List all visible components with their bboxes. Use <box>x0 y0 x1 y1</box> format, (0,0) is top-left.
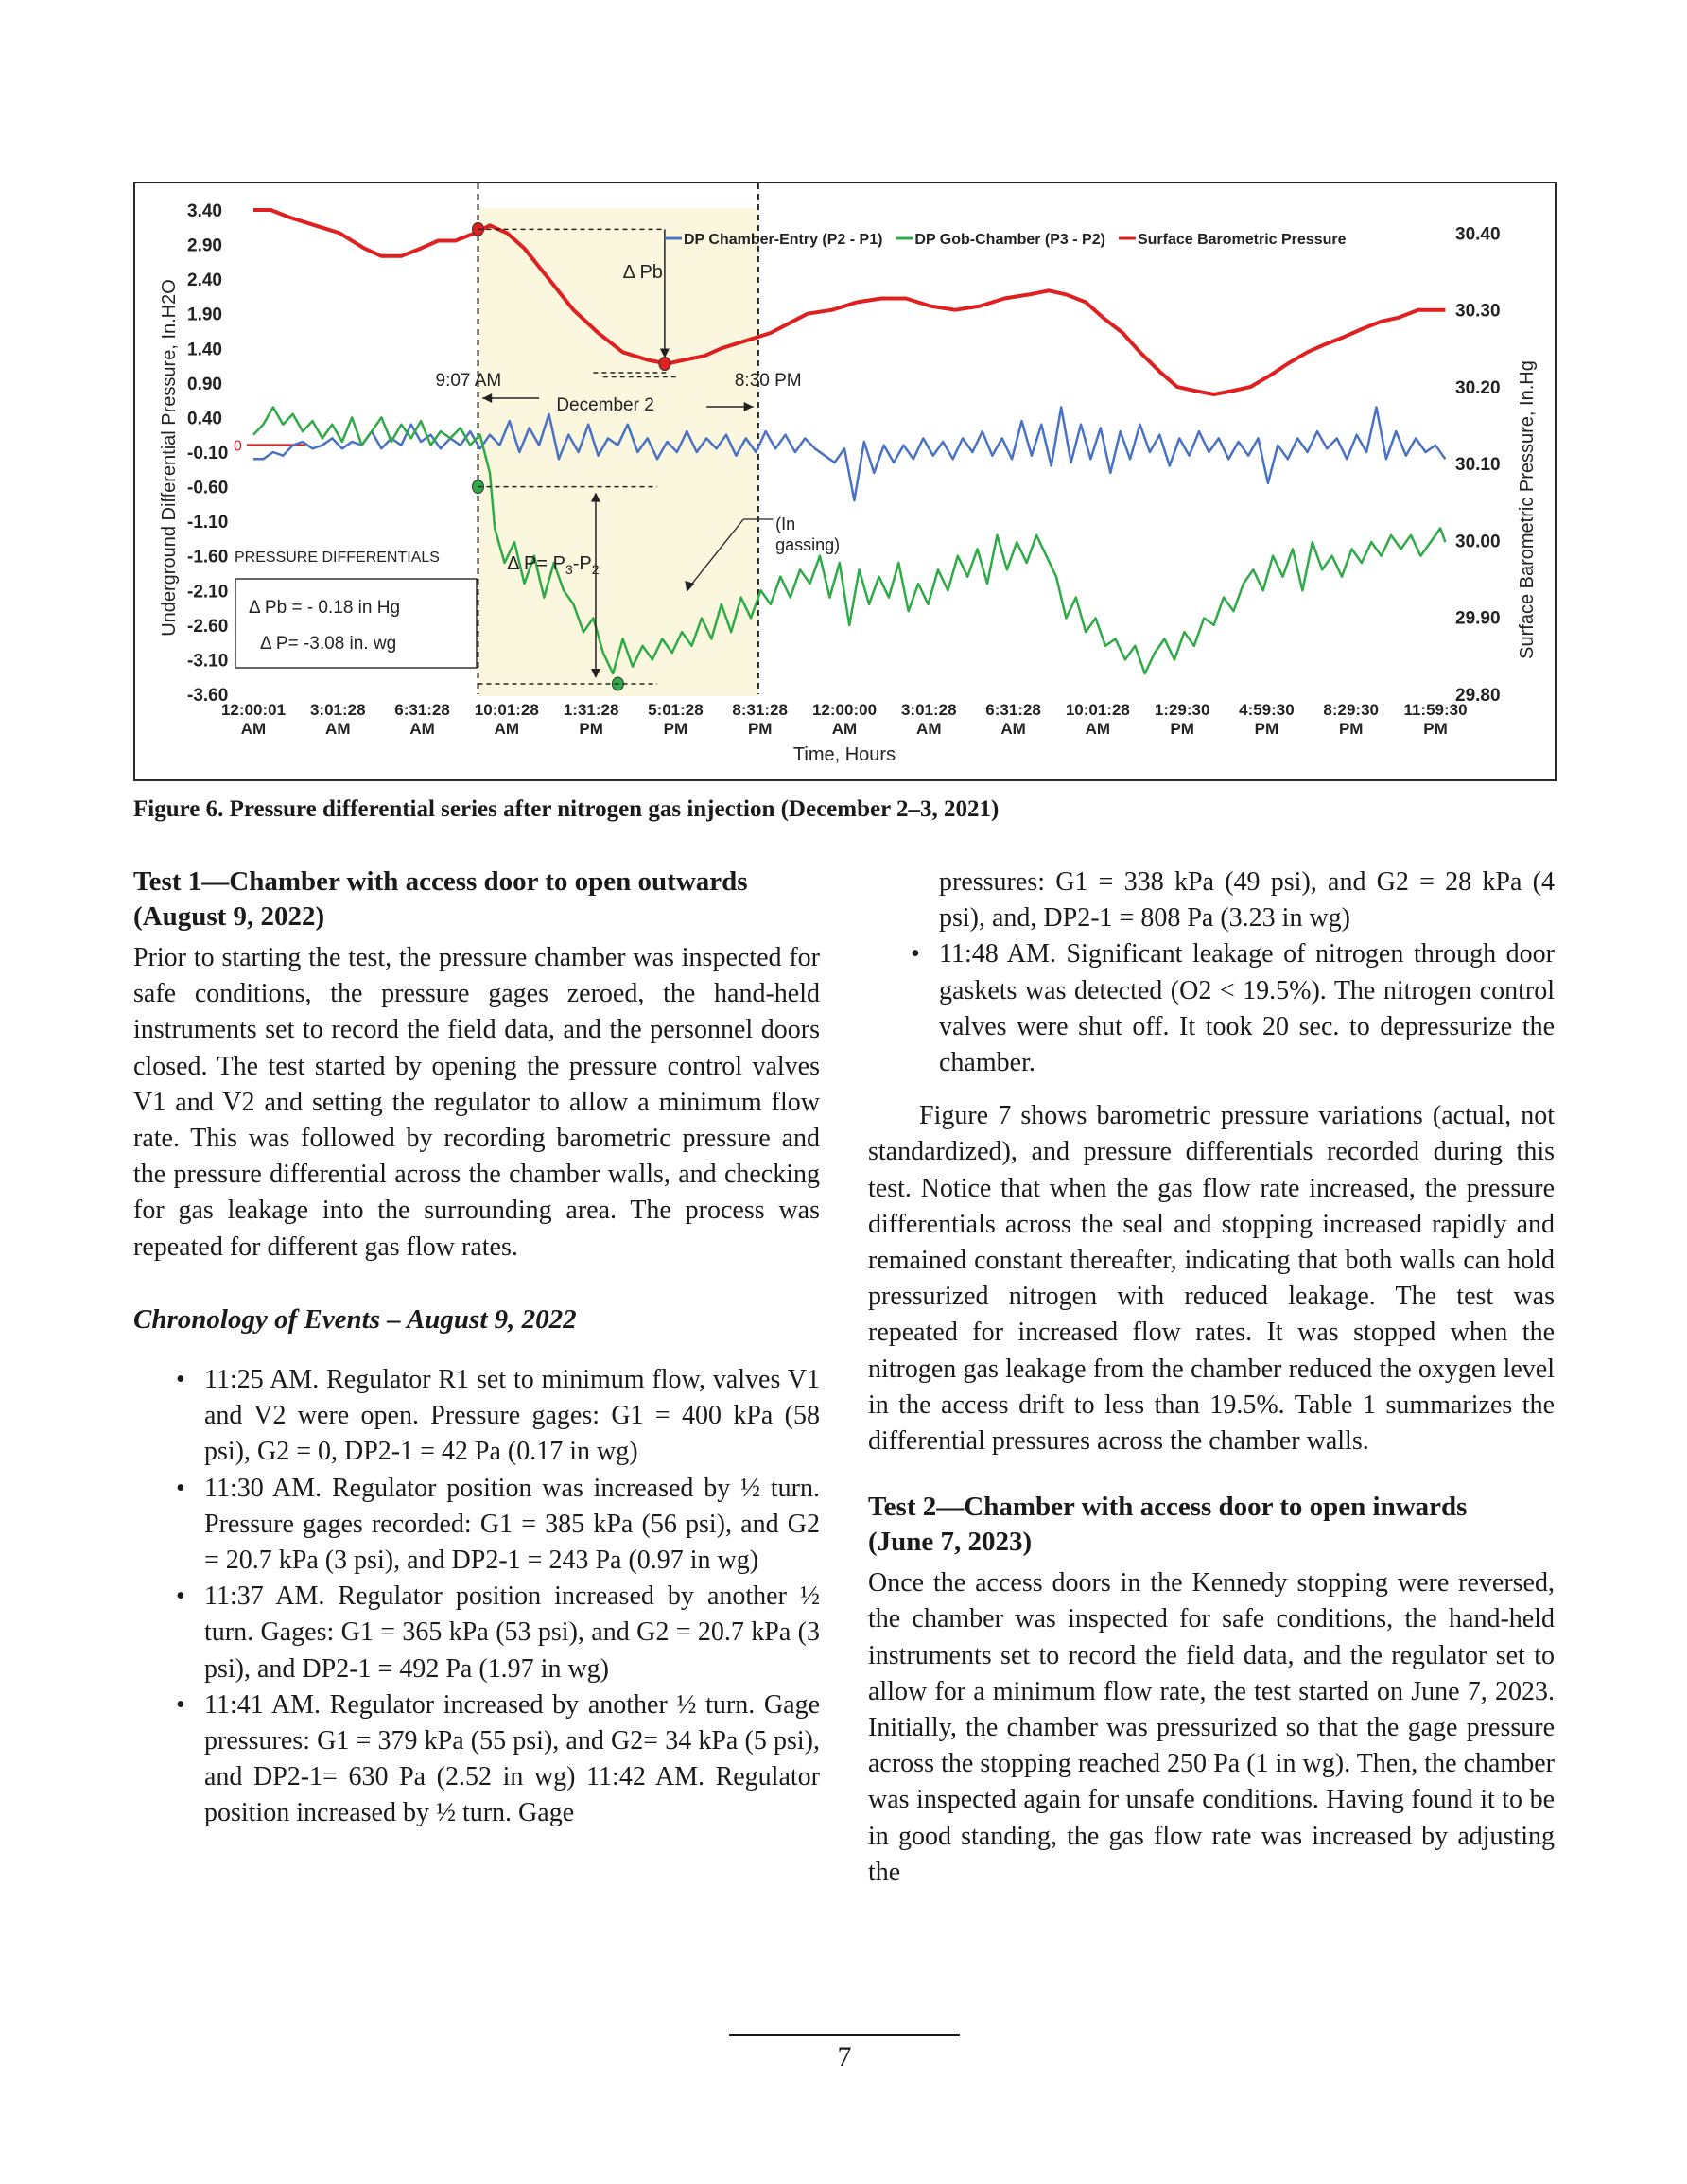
test2-heading-line2: (June 7, 2023) <box>868 1527 1033 1558</box>
test2-paragraph: Once the access doors in the Kennedy stopping were reversed, the chamber was inspected for safe conditions, the hand-held instruments set to record the field data, and the regulator set to allow for a minimum flow rate, the test started on June 7, 2023. Initially, the chamber was pressurized so that the gage pressure across the stopping reached 250 Pa (1 in wg). Then, the chamber was inspected again for unsafe conditions. Having found it to be in good standing, the gas flow rate was increased by adjusting the <box>868 1568 1555 1887</box>
x-tick-label: 6:31:28 <box>394 701 450 719</box>
test2-heading-line1: Test 2—Chamber with access door to open inwards <box>868 1492 1468 1523</box>
x-tick-ampm: PM <box>1338 720 1364 738</box>
x-tick-ampm: AM <box>1000 720 1026 738</box>
period-label: December 2 <box>556 395 654 415</box>
y-right-tick-label: 29.80 <box>1455 686 1501 706</box>
x-tick-label: 5:01:28 <box>648 701 704 719</box>
x-tick-ampm: PM <box>1423 720 1448 738</box>
y-left-tick-label: -2.60 <box>187 616 229 637</box>
chronology-heading: Chronology of Events – August 9, 2022 <box>133 1303 577 1335</box>
y-right-tick-label: 30.30 <box>1455 301 1501 322</box>
test1-intro-paragraph: Prior to starting the test, the pressure chamber was inspected for safe conditions, the pressure gages zeroed, the hand-held instruments set to record the field data, and the personnel doors closed. The test started by opening the pressure control valves V1 and V2 and setting the regulator to allow a minimum flow rate. This was followed by recording barometric pressure and the pressure differential across the chamber walls, and checking for gas leakage into the surrounding area. The process was repeated for different gas flow rates. <box>133 943 820 1262</box>
x-tick-ampm: AM <box>1085 720 1111 738</box>
list-item: • 11:37 AM. Regulator position increased by another ½ turn. Gages: G1 = 365 kPa (53 psi), and G2 = 20.7 kPa (3 psi), and DP2-1 = 492 Pa (1.97 in wg) <box>204 1579 820 1687</box>
chronology-list-continued <box>868 865 1555 1081</box>
x-tick-ampm: PM <box>1254 720 1279 738</box>
box-line-1: Δ Pb = - 0.18 in Hg <box>249 598 401 618</box>
x-tick-ampm: AM <box>916 720 942 738</box>
x-tick-label: 1:31:28 <box>563 701 619 719</box>
delta-p-label-part: 2 <box>591 562 600 577</box>
x-tick-label: 12:00:01 <box>220 701 287 719</box>
test2-heading <box>868 1490 1555 1560</box>
x-tick-ampm: PM <box>747 720 773 738</box>
x-tick-ampm: PM <box>663 720 688 738</box>
y-left-tick-label: -3.60 <box>187 686 229 706</box>
in-gassing-label-2: gassing) <box>775 535 841 554</box>
x-tick-label: 3:01:28 <box>900 701 957 719</box>
x-tick-ampm: AM <box>494 720 520 738</box>
list-item: • 11:41 AM. Regulator increased by another ½ turn. Gage pressures: G1 = 379 kPa (55 psi), and G2= 34 kPa (5 psi), and DP2-1= 630 Pa (2.52 in wg) 11:42 AM. Regulator position increased by ½ turn. Gage <box>204 1687 820 1832</box>
y-left-tick-label: -3.10 <box>187 651 229 672</box>
footer-rule <box>729 2034 960 2036</box>
end-time-label: 8:30 PM <box>734 371 802 391</box>
y-left-tick-label: -1.60 <box>187 547 229 568</box>
delta-pb-label: Δ Pb <box>622 262 663 283</box>
x-tick-label: 8:31:28 <box>732 701 789 719</box>
x-tick-label: 12:00:00 <box>811 701 878 719</box>
test1-heading-line2: (August 9, 2022) <box>133 901 325 932</box>
test1-heading <box>133 865 820 935</box>
box-title: PRESSURE DIFFERENTIALS <box>235 550 440 566</box>
y-right-axis-label: Surface Barometric Pressure, In.Hg <box>1517 360 1538 659</box>
x-axis-label: Time, Hours <box>792 744 896 765</box>
y-left-tick-label: 0.90 <box>187 374 222 394</box>
x-tick-ampm: AM <box>409 720 435 738</box>
right-column <box>868 865 1555 1891</box>
y-right-tick-label: 29.90 <box>1455 608 1501 629</box>
y-right-tick-label: 30.20 <box>1455 377 1501 398</box>
list-item: • 11:48 AM. Significant leakage of nitrogen through door gaskets was detected (O2 < 19.5%). The nitrogen control valves were shut off. It took 20 sec. to depressurize the chamber. <box>939 936 1555 1081</box>
legend-entry: DP Chamber-Entry (P2 - P1) <box>684 232 883 248</box>
x-tick-label: 10:01:28 <box>474 701 539 719</box>
figure-6-chart <box>133 182 1557 781</box>
y-left-tick-label: 1.90 <box>187 305 222 325</box>
y-right-tick-label: 30.00 <box>1455 532 1501 552</box>
y-left-axis-label: Underground Differential Pressure, In.H2O <box>159 279 180 637</box>
y-right-tick-label: 30.40 <box>1455 224 1501 245</box>
y-left-tick-label: -2.10 <box>187 582 229 603</box>
y-right-tick-label: 30.10 <box>1455 455 1501 476</box>
delta-p-label-part: 3 <box>565 562 573 577</box>
zero-label: 0 <box>234 438 242 455</box>
figure7-paragraph: Figure 7 shows barometric pressure variations (actual, not standardized), and pressure differentials recorded during this test. Notice that when the gas flow rate increased, the pressure differentials across the seal and stopping increased rapidly and remained constant thereafter, indicating that both walls can hold pressurized nitrogen with reduced leakage. The test was repeated for increased flow rates. It was stopped when the nitrogen gas leakage from the chamber reduced the oxygen level in the access drift to less than 19.5%. Table 1 summarizes the differential pressures across the chamber walls. <box>868 1101 1555 1457</box>
page-number: 7 <box>837 2041 852 2072</box>
chart-svg <box>135 183 1555 779</box>
x-tick-ampm: AM <box>240 720 267 738</box>
y-left-tick-label: -0.60 <box>187 478 229 498</box>
in-gassing-label-1: (In <box>775 515 796 533</box>
x-tick-label: 8:29:30 <box>1323 701 1380 719</box>
delta-p-label-part: -P <box>572 553 592 574</box>
start-time-label: 9:07 AM <box>435 371 502 391</box>
x-tick-label: 4:59:30 <box>1239 701 1295 719</box>
chronology-list <box>133 1362 820 1832</box>
x-tick-label: 10:01:28 <box>1065 701 1130 719</box>
delta-p-label-part: Δ P= P <box>507 553 565 574</box>
x-tick-label: 1:29:30 <box>1154 701 1210 719</box>
delta-p-label <box>507 553 600 577</box>
test1-heading-line1: Test 1—Chamber with access door to open outwards <box>133 866 748 897</box>
figure-caption: Figure 6. Pressure differential series after nitrogen gas injection (December 2–3, 2021) <box>133 796 1000 822</box>
x-tick-label: 6:31:28 <box>985 701 1041 719</box>
series-line-chamber-entry <box>253 408 1445 501</box>
x-tick-ampm: AM <box>325 720 351 738</box>
y-left-tick-label: -1.10 <box>187 513 229 533</box>
y-left-tick-label: 0.40 <box>187 409 222 429</box>
pressure-differentials-box <box>235 579 477 668</box>
x-tick-label: 3:01:28 <box>309 701 366 719</box>
x-tick-label: 11:59:30 <box>1403 701 1468 719</box>
y-left-tick-label: 1.40 <box>187 340 222 360</box>
y-left-tick-label: -0.10 <box>187 444 229 463</box>
y-left-tick-label: 2.40 <box>187 271 222 291</box>
list-item: • 11:25 AM. Regulator R1 set to minimum flow, valves V1 and V2 were open. Pressure gages: G1 = 400 kPa (58 psi), G2 = 0, DP2-1 = 42 Pa (0.17 in wg) <box>204 1362 820 1471</box>
list-item-continuation: pressures: G1 = 338 kPa (49 psi), and G2 = 28 kPa (4 psi), and, DP2-1 = 808 Pa (3.23 in wg) <box>939 867 1555 934</box>
legend-entry: DP Gob-Chamber (P3 - P2) <box>914 232 1105 248</box>
list-item: • 11:30 AM. Regulator position was increased by ½ turn. Pressure gages recorded: G1 = 385 kPa (56 psi), and G2 = 20.7 kPa (3 psi), and DP2-1 = 243 Pa (0.97 in wg) <box>204 1471 820 1580</box>
x-tick-ampm: AM <box>831 720 858 738</box>
data-marker <box>659 358 670 371</box>
left-column <box>133 865 820 1832</box>
box-line-2: Δ P= -3.08 in. wg <box>260 634 397 654</box>
y-left-tick-label: 3.40 <box>187 201 222 221</box>
x-tick-ampm: PM <box>579 720 603 738</box>
legend-entry: Surface Barometric Pressure <box>1137 232 1347 248</box>
y-left-tick-label: 2.90 <box>187 236 222 256</box>
x-tick-ampm: PM <box>1170 720 1194 738</box>
